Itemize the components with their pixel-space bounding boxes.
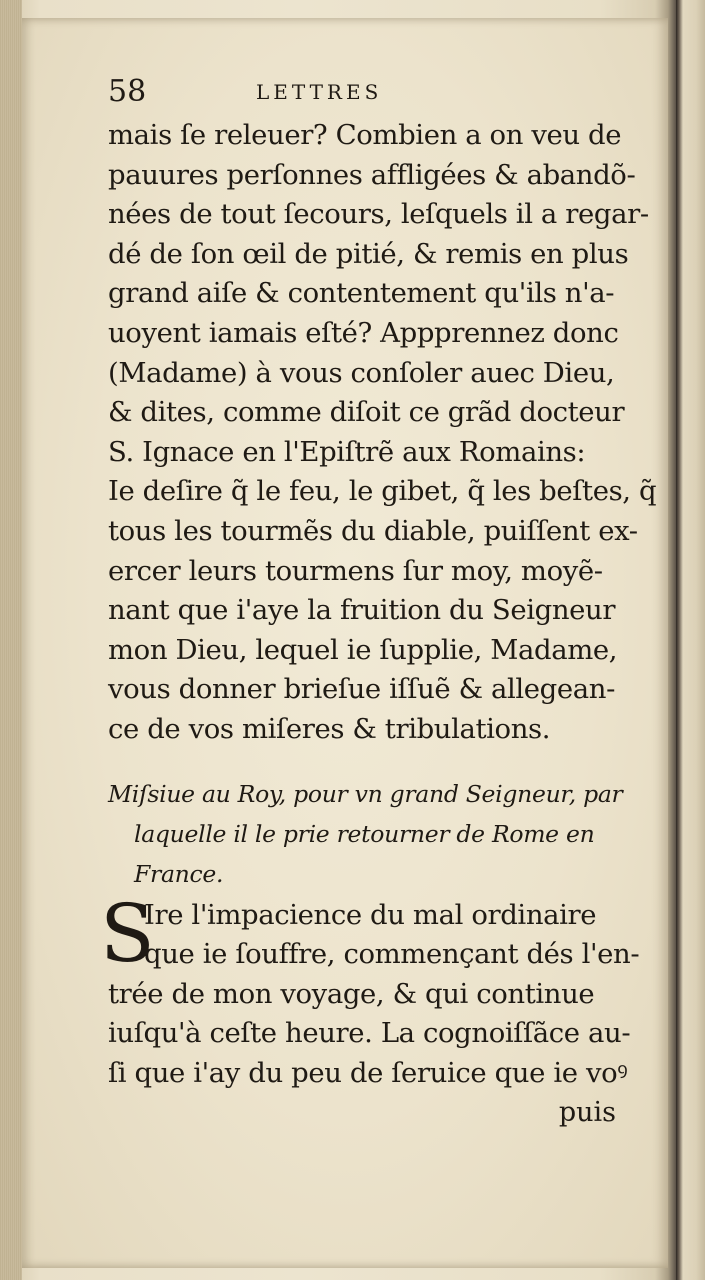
body-line: mon Dieu, lequel ie ſupplie, Madame, bbox=[108, 633, 618, 666]
letter-line-2: que ie ſouffre, commençant dés l'en- bbox=[144, 938, 640, 971]
body-line: nées de tout ſecours, leſquels il a regar- bbox=[108, 198, 649, 231]
letter-line-4: iuſqu'à ceſte heure. La cognoiſſãce au- bbox=[108, 1017, 631, 1050]
body-line: & dites, comme diſoit ce grãd docteur bbox=[108, 396, 625, 429]
letter-line-1: Ire l'impacience du mal ordinaire bbox=[144, 898, 597, 931]
body-line: uoyent iamais eſté? Appprennez donc bbox=[108, 316, 619, 349]
page-number: 58 bbox=[108, 74, 147, 109]
letter-opening bbox=[100, 886, 640, 1094]
page-header bbox=[108, 74, 628, 116]
right-page-edge bbox=[676, 0, 705, 1280]
body-line: pauures perſonnes affligées & abandõ- bbox=[108, 158, 636, 191]
heading-line-2: laquelle il le prie retourner de Rome en bbox=[134, 819, 595, 848]
body-line: Ie deſire q̃ le feu, le gibet, q̃ les beſtes, q̃ bbox=[108, 475, 657, 508]
body-line: nant que i'aye la fruition du Seigneur bbox=[108, 594, 616, 627]
drop-cap: S bbox=[100, 886, 155, 980]
body-line: ercer leurs tourmens ſur moy, moyẽ- bbox=[108, 554, 603, 587]
catchword: puis bbox=[558, 1097, 616, 1129]
body-line: grand aiſe & contentement qu'ils n'a- bbox=[108, 277, 615, 310]
letter-heading bbox=[108, 774, 628, 894]
heading-line-1: Miſsiue au Roy, pour vn grand Seigneur, par bbox=[108, 779, 623, 808]
body-line: ce de vos miſeres & tribulations. bbox=[108, 712, 551, 745]
body-line: mais ſe releuer? Combien a on veu de bbox=[108, 119, 622, 151]
running-title: LETTRES bbox=[256, 80, 383, 104]
body-line: tous les tourmẽs du diable, puiſſent ex- bbox=[108, 514, 638, 547]
body-line: S. Ignace en l'Epiſtrẽ aux Romains: bbox=[108, 435, 586, 468]
body-paragraph bbox=[108, 116, 657, 750]
left-page-edges bbox=[0, 0, 22, 1280]
letter-line-3: trée de mon voyage, & qui continue bbox=[108, 977, 595, 1010]
heading-line-3: France. bbox=[134, 859, 224, 888]
body-line: (Madame) à vous conſoler auec Dieu, bbox=[108, 356, 615, 389]
letter-line-5: ſi que i'ay du peu de ſeruice que ie voꝰ bbox=[108, 1056, 628, 1089]
body-line: dé de ſon œil de pitié, & remis en plus bbox=[108, 237, 629, 270]
body-line: vous donner brieſue iſſuẽ & allegean- bbox=[108, 673, 615, 706]
text-block bbox=[100, 74, 657, 1133]
